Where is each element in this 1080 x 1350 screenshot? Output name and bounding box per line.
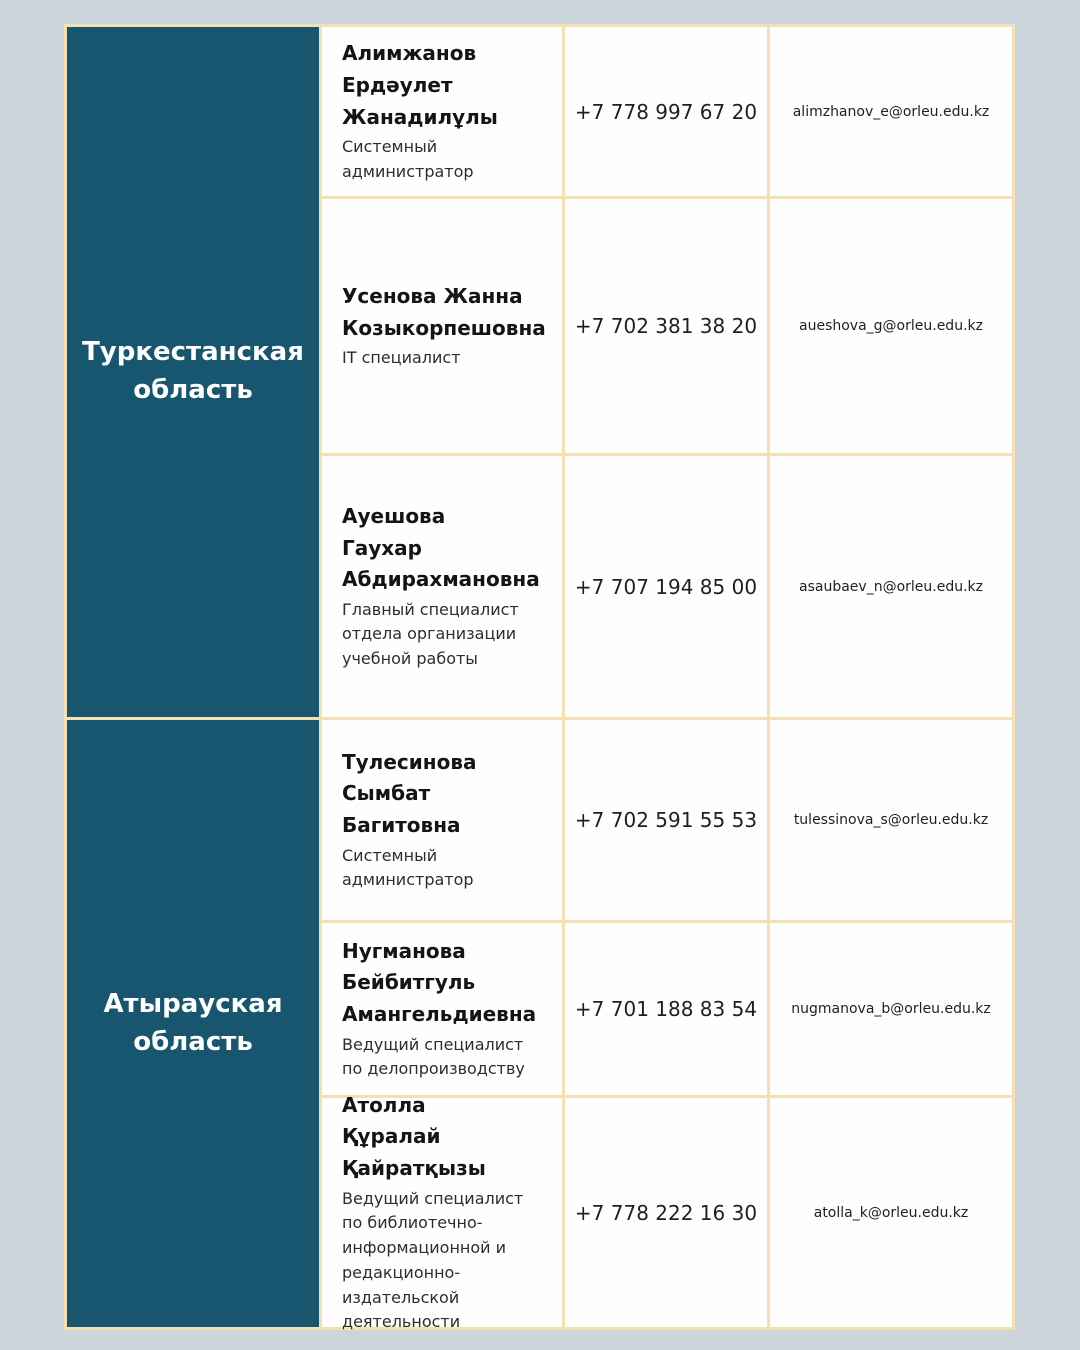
person-name: Ауешова Гаухар Абдирахмановна: [342, 503, 540, 592]
phone-number: +7 778 997 67 20: [574, 99, 758, 124]
contact-name-cell: [322, 199, 562, 453]
contact-email-cell: [770, 456, 1012, 717]
phone-number: +7 702 381 38 20: [574, 314, 758, 338]
person-role: Ведущий специалист по библиотечно-информационной и редакционно-издательской деятельности: [342, 1188, 524, 1332]
contacts-table: [64, 24, 1015, 1330]
contact-email-cell: [770, 923, 1012, 1095]
phone-number: +7 701 188 83 54: [574, 997, 758, 1021]
region-cell-atyrau: [67, 720, 319, 1327]
contact-email-cell: [770, 1098, 1012, 1327]
person-name: Нугманова Бейбитгуль Амангельдиевна: [342, 938, 537, 1026]
phone-number: +7 778 222 16 30: [574, 1200, 758, 1225]
email-address: asaubaev_n@orleu.edu.kz: [799, 578, 983, 595]
contact-email-cell: [770, 720, 1012, 920]
region-label: Туркестанская область: [82, 337, 304, 405]
email-address: nugmanova_b@orleu.edu.kz: [791, 1001, 991, 1017]
contact-phone-cell: [565, 1098, 767, 1327]
contact-phone-cell: [565, 27, 767, 196]
contact-name-cell: [322, 1092, 562, 1332]
contact-name-cell: [322, 720, 562, 920]
contact-name-cell: [322, 456, 562, 717]
contacts-table-container: [64, 24, 1015, 1330]
email-address: alimzhanov_e@orleu.edu.kz: [792, 103, 990, 120]
person-role: Системный администратор: [342, 137, 474, 181]
person-role: IT специалист: [342, 348, 461, 368]
email-address: atolla_k@orleu.edu.kz: [813, 1204, 969, 1221]
contact-name-cell: [322, 27, 562, 196]
contact-email-cell: [770, 199, 1012, 453]
person-name: Тулесинова Сымбат Багитовна: [342, 749, 477, 837]
person-name: Атолла Құралай Қайратқызы: [342, 1092, 486, 1180]
contact-name-cell: [322, 923, 562, 1095]
email-address: tulessinova_s@orleu.edu.kz: [793, 812, 989, 828]
phone-number: +7 707 194 85 00: [574, 574, 758, 599]
email-address: aueshova_g@orleu.edu.kz: [799, 318, 983, 334]
person-role: Системный администратор: [342, 845, 474, 890]
phone-number: +7 702 591 55 53: [574, 808, 758, 832]
person-name: Алимжанов Ердәулет Жанадилұлы: [342, 41, 498, 129]
contact-phone-cell: [565, 923, 767, 1095]
region-cell-turkestan: [67, 27, 319, 717]
person-role: Ведущий специалист по делопроизводству: [342, 1034, 525, 1079]
contact-phone-cell: [565, 456, 767, 717]
contact-phone-cell: [565, 720, 767, 920]
person-name: Усенова Жанна Козыкорпешовна: [342, 284, 546, 340]
person-role: Главный специалист отдела организации учебной работы: [342, 599, 519, 669]
contact-email-cell: [770, 27, 1012, 196]
region-label: Атырауская область: [103, 988, 283, 1057]
contact-phone-cell: [565, 199, 767, 453]
